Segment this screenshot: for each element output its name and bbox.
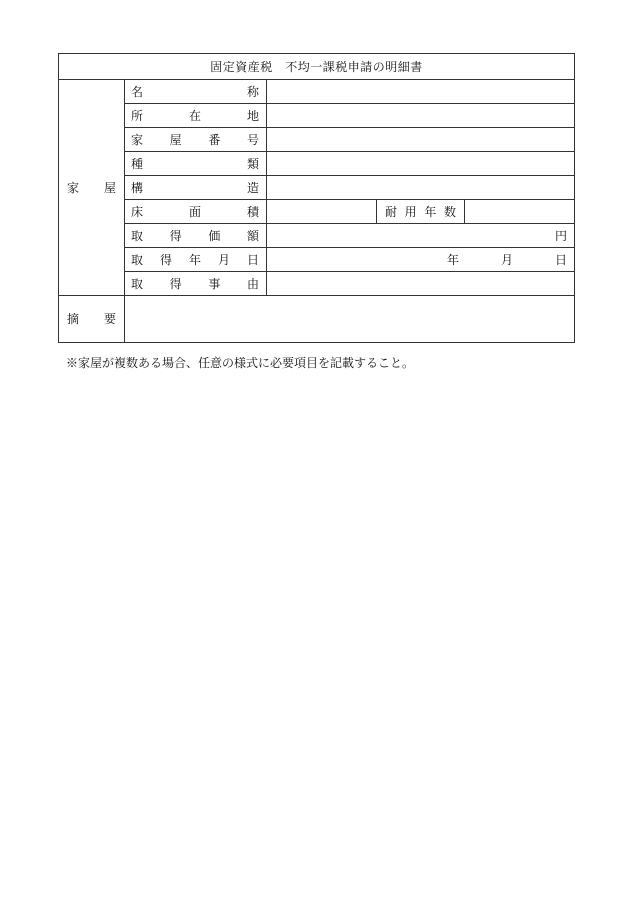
label-type (125, 152, 267, 176)
label-char: 構 (131, 180, 144, 195)
label-char: 番 (208, 132, 221, 147)
field-house-number[interactable] (267, 128, 575, 152)
label-char: 所 (131, 108, 144, 123)
label-char: 摘 (67, 312, 80, 326)
label-durable-years (377, 200, 465, 224)
label-char: 床 (131, 204, 144, 219)
field-structure[interactable] (267, 176, 575, 200)
label-char: 用 (404, 204, 417, 219)
label-char: 取 (131, 276, 144, 291)
yen-unit: 円 (554, 228, 567, 243)
group-label-house (59, 80, 125, 296)
label-char: 得 (169, 276, 182, 291)
month-unit: 月 (500, 252, 513, 267)
field-location[interactable] (267, 104, 575, 128)
label-summary (59, 296, 125, 343)
day-unit: 日 (554, 252, 567, 267)
label-structure (125, 176, 267, 200)
label-char: 号 (246, 132, 259, 147)
label-location (125, 104, 267, 128)
label-char: 価 (208, 228, 221, 243)
label-char: 年 (424, 204, 437, 219)
label-char: 耐 (385, 204, 398, 219)
label-char: 在 (188, 108, 201, 123)
label-name (125, 80, 267, 104)
label-char: 取 (131, 252, 144, 267)
label-char: 日 (246, 252, 259, 267)
label-char: 額 (246, 228, 259, 243)
field-name[interactable] (267, 80, 575, 104)
label-char: 要 (103, 312, 116, 326)
label-char: 称 (246, 84, 259, 99)
field-floor-area[interactable] (267, 200, 377, 224)
label-house-number (125, 128, 267, 152)
application-form (58, 53, 574, 343)
label-char: 得 (169, 228, 182, 243)
label-char: 屋 (169, 132, 182, 147)
detail-table (58, 53, 575, 343)
field-summary[interactable] (125, 296, 575, 343)
label-char: 由 (246, 276, 259, 291)
label-char: 取 (131, 228, 144, 243)
field-acquisition-price[interactable] (267, 224, 575, 248)
label-char: 月 (217, 252, 230, 267)
label-char: 面 (188, 204, 201, 219)
label-char: 種 (131, 156, 144, 171)
year-unit: 年 (446, 252, 459, 267)
label-char: 造 (246, 180, 259, 195)
group-char: 家 (67, 180, 80, 195)
field-durable-years[interactable] (465, 200, 575, 224)
field-acquisition-reason[interactable] (267, 272, 575, 296)
footnote: ※家屋が複数ある場合、任意の様式に必要項目を記載すること。 (66, 356, 415, 370)
form-title: 固定資産税 不均一課税申請の明細書 (59, 54, 575, 80)
label-char: 積 (246, 204, 259, 219)
label-char: 家 (131, 132, 144, 147)
label-char: 数 (443, 204, 456, 219)
field-acquisition-date[interactable] (267, 248, 575, 272)
label-acquisition-date (125, 248, 267, 272)
label-char: 年 (188, 252, 201, 267)
label-char: 類 (246, 156, 259, 171)
label-char: 名 (131, 84, 144, 99)
field-type[interactable] (267, 152, 575, 176)
label-char: 得 (159, 252, 172, 267)
label-floor-area (125, 200, 267, 224)
label-char: 事 (208, 276, 221, 291)
group-char: 屋 (103, 180, 116, 195)
label-acquisition-price (125, 224, 267, 248)
label-acquisition-reason (125, 272, 267, 296)
label-char: 地 (246, 108, 259, 123)
